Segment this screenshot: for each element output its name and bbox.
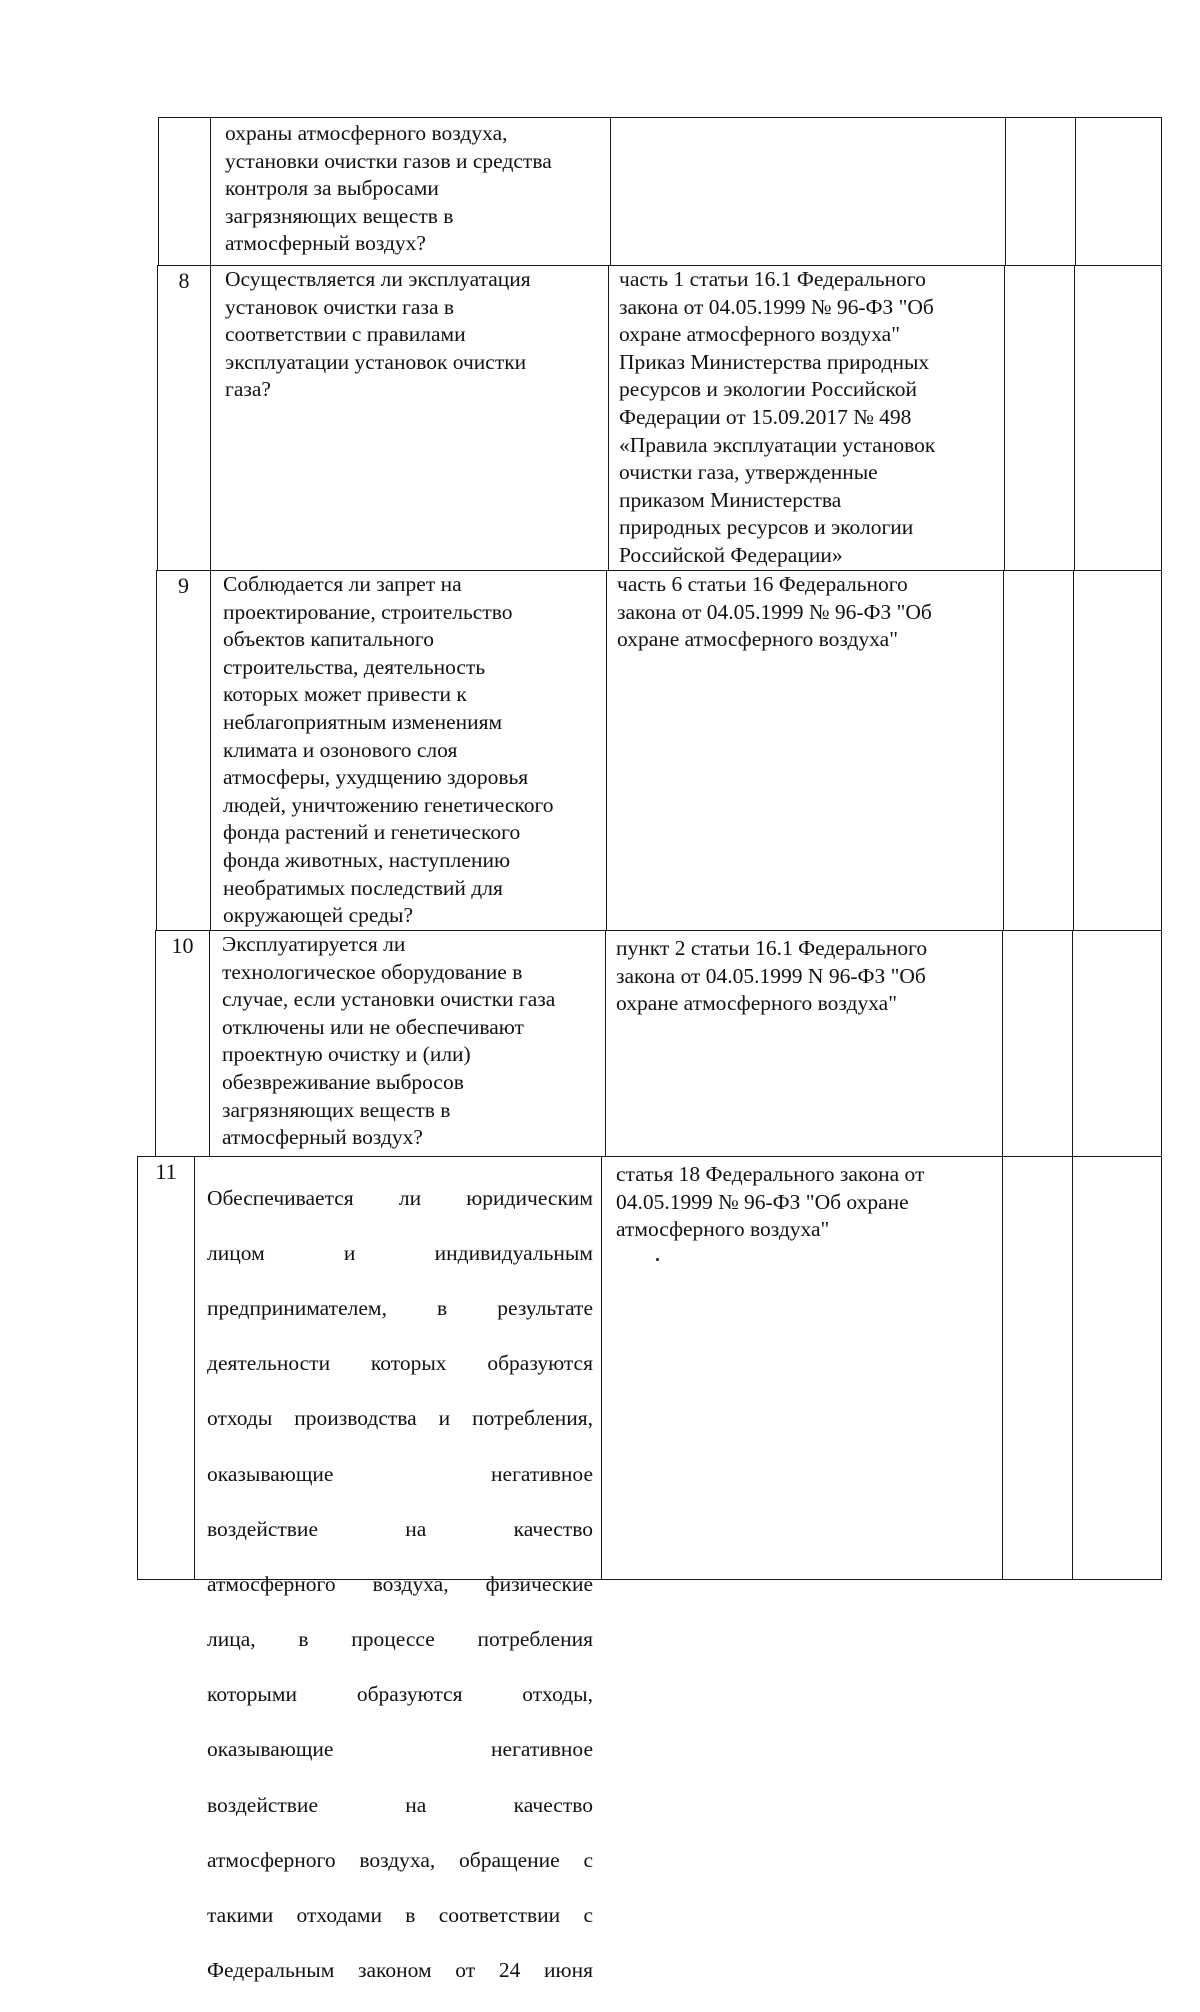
question-line: атмосферного воздуха, обращение с [207,1847,593,1872]
question-cell [210,118,610,265]
row-number: 10 [171,933,194,958]
question-text: Соблюдается ли запрет на проектирование, строительство объектов капитального строительства, деятельность которых может привести к неблагоприятным изменениям климата и озонового слоя атмосферы, ухудщению здоровья людей, уничтожению генетического фонда растений и генетического фонда животных, наступлению необратимых последствий для окружающей среды? [223,572,554,928]
mark-cell-1[interactable] [1005,118,1075,265]
number-cell [158,118,210,265]
mark-cell-1[interactable] [1003,571,1073,930]
mark-cell-1[interactable] [1002,1157,1072,1580]
question-line: Обеспечивается ли юридическим [207,1185,593,1210]
law-cell [608,266,1004,570]
question-cell [209,931,605,1156]
law-cell [601,1157,1002,1580]
number-cell [157,266,210,570]
question-cell [210,266,608,570]
question-line: воздействие на качество [207,1516,593,1541]
table-row [137,1156,1162,1983]
question-cell [210,571,606,930]
number-cell [137,1157,194,1580]
row-number: 11 [155,1159,177,1184]
law-reference: пункт 2 статьи 16.1 Федерального закона от 04.05.1999 N 96-ФЗ "Об охране атмосферного воздуха" [616,936,928,1016]
question-text: Осуществляется ли эксплуатация установок очистки газа в соответствии с правилами эксплуатации установок очистки газа? [225,267,531,402]
question-text: охраны атмосферного воздуха, установки очистки газов и средства контроля за выбросами загрязняющих веществ в атмосферный воздух? [225,121,552,256]
question-line: лица, в процессе потребления [207,1627,593,1652]
mark-cell-2[interactable] [1073,571,1162,930]
table-row [155,930,1162,1156]
number-cell [156,571,210,930]
mark-cell-2[interactable] [1075,118,1162,265]
question-line: такими отходами в соответствии с [207,1903,593,1928]
number-cell [155,931,209,1156]
row-number: 8 [178,268,190,293]
law-reference: часть 6 статьи 16 Федерального закона от 04.05.1999 № 96-ФЗ "Об охране атмосферного воздуха" [617,572,932,652]
question-line: лицом и индивидуальным [207,1240,593,1265]
law-cell [605,931,1002,1156]
mark-cell-2[interactable] [1074,266,1162,570]
question-line: предпринимателем, в результате [207,1295,593,1320]
question-text [207,1157,593,2012]
question-line: которыми образуются отходы, [207,1682,593,1707]
question-line: отходы производства и потребления, [207,1406,593,1431]
question-line: воздействие на качество [207,1792,593,1817]
mark-cell-2[interactable] [1072,931,1162,1156]
mark-cell-1[interactable] [1004,266,1074,570]
scan-speck [656,1258,659,1261]
law-reference: статья 18 Федерального закона от 04.05.1999 № 96-ФЗ "Об охране атмосферного воздуха" [616,1162,925,1242]
table-row [156,570,1162,930]
mark-cell-1[interactable] [1002,931,1072,1156]
question-text: Эксплуатируется ли технологическое оборудование в случае, если установки очистки газа отключены или не обеспечивают проектную очистку и (или) обезвреживание выбросов загрязняющих веществ в атмосферный воздух? [222,932,556,1150]
table-bottom-border [137,1579,1162,1580]
law-cell [610,118,1005,265]
question-cell [194,1157,601,1983]
mark-cell-2[interactable] [1072,1157,1162,1580]
question-line: оказывающие негативное [207,1737,593,1762]
law-reference: часть 1 статьи 16.1 Федерального закона от 04.05.1999 № 96-ФЗ "Об охране атмосферного воздуха" Приказ Министерства природных ресурсов и экологии Российской Федерации от 15.09.2017 № 498 «Правила эксплуатации установок очистки газа, утвержденные приказом Министерства природных ресурсов и экологии Российской Федерации» [619,267,936,567]
question-line: деятельности которых образуются [207,1351,593,1376]
row-number: 9 [178,573,189,598]
table-row [157,265,1162,570]
question-line: атмосферного воздуха, физические [207,1571,593,1596]
question-line: Федеральным законом от 24 июня [207,1958,593,1983]
law-cell [606,571,1003,930]
table-row [158,117,1162,265]
question-line: оказывающие негативное [207,1461,593,1486]
